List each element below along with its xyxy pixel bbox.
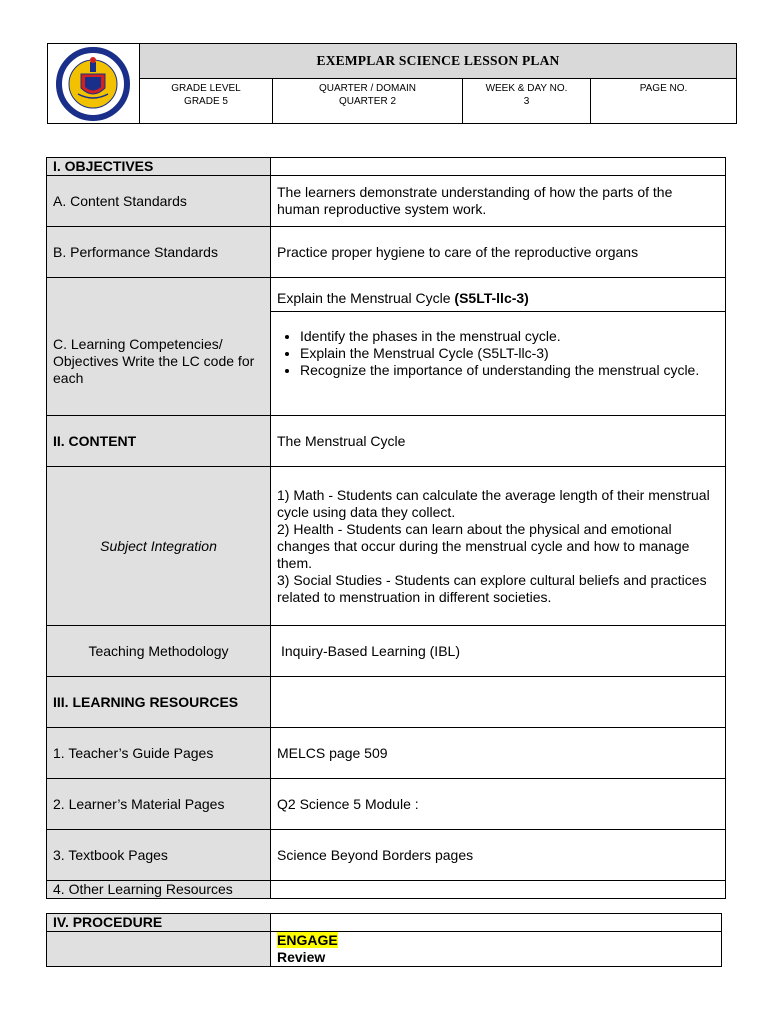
grade-level-value: GRADE 5 (184, 96, 228, 107)
content-standards-text: The learners demonstrate understanding of how the parts of the human reproductive system work. (271, 176, 726, 227)
content-heading-row (47, 416, 726, 467)
week-day-cell (463, 79, 591, 123)
week-day-label: WEEK & DAY NO. (485, 83, 568, 94)
grade-level-cell (140, 79, 273, 123)
other-resources-label: 4. Other Learning Resources (47, 881, 271, 899)
engage-row (47, 932, 722, 967)
procedure-heading-row (47, 914, 722, 932)
integration-social-studies: 3) Social Studies - Students can explore cultural beliefs and practices related to menstruation in different societies. (277, 571, 707, 605)
deped-seal-icon (48, 44, 139, 123)
textbook-label: 3. Textbook Pages (47, 830, 271, 881)
competencies-label: C. Learning Competencies/ Objectives Write the LC code for each (47, 278, 271, 416)
performance-standards-row (47, 227, 726, 278)
teachers-guide-value: MELCS page 509 (271, 728, 726, 779)
methodology-row (47, 626, 726, 677)
quarter-value: QUARTER 2 (338, 96, 397, 107)
competencies-code: (S5LT-llc-3) (454, 290, 529, 306)
performance-standards-text: Practice proper hygiene to care of the reproductive organs (271, 227, 726, 278)
subject-integration-text (271, 467, 726, 626)
learners-material-row (47, 779, 726, 830)
document-title: EXEMPLAR SCIENCE LESSON PLAN (140, 44, 736, 79)
week-day-value: 3 (523, 96, 530, 107)
learners-material-value: Q2 Science 5 Module : (271, 779, 726, 830)
competencies-row (47, 278, 726, 312)
content-standards-row (47, 176, 726, 227)
textbook-row (47, 830, 726, 881)
list-item: • Explain the Menstrual Cycle (S5LT-llc-3) (300, 345, 719, 362)
teachers-guide-row (47, 728, 726, 779)
list-item: • Recognize the importance of understanding the menstrual cycle. (300, 362, 719, 379)
procedure-table (46, 913, 722, 967)
lesson-plan-header (47, 43, 737, 124)
methodology-label: Teaching Methodology (47, 626, 271, 677)
competencies-main-text: Explain the Menstrual Cycle (277, 290, 455, 306)
content-heading: II. CONTENT (47, 416, 271, 467)
quarter-label: QUARTER / DOMAIN (318, 83, 417, 94)
procedure-heading: IV. PROCEDURE (47, 914, 271, 932)
resources-heading: III. LEARNING RESOURCES (47, 677, 271, 728)
engage-cell (271, 932, 722, 967)
engage-label-blank (47, 932, 271, 967)
grade-level-label: GRADE LEVEL (171, 83, 241, 94)
resources-heading-blank (271, 677, 726, 728)
competencies-list (277, 328, 719, 379)
integration-health: 2) Health - Students can learn about the physical and emotional changes that occur during the menstrual cycle and how to manage them. (277, 520, 690, 571)
content-topic: The Menstrual Cycle (271, 416, 726, 467)
objectives-heading: I. OBJECTIVES (47, 158, 271, 176)
competencies-main (271, 278, 726, 312)
review-label: Review (277, 949, 326, 965)
objectives-heading-blank (271, 158, 726, 176)
page-no-cell (591, 79, 736, 123)
subject-integration-label: Subject Integration (47, 467, 271, 626)
deped-seal (48, 44, 140, 123)
procedure-heading-blank (271, 914, 722, 932)
resources-heading-row (47, 677, 726, 728)
quarter-cell (273, 79, 463, 123)
teachers-guide-label: 1. Teacher’s Guide Pages (47, 728, 271, 779)
subject-integration-row (47, 467, 726, 626)
content-standards-label: A. Content Standards (47, 176, 271, 227)
list-item: • Identify the phases in the menstrual cycle. (300, 328, 719, 345)
integration-math: 1) Math - Students can calculate the average length of their menstrual cycle using data they collect. (277, 486, 710, 520)
other-resources-value (271, 881, 726, 899)
other-resources-row (47, 881, 726, 899)
page-no-label: PAGE NO. (639, 83, 688, 94)
learners-material-label: 2. Learner’s Material Pages (47, 779, 271, 830)
objectives-content-resources-table (46, 157, 726, 899)
methodology-value: Inquiry-Based Learning (IBL) (271, 626, 726, 677)
performance-standards-label: B. Performance Standards (47, 227, 271, 278)
competencies-bullets-cell (271, 312, 726, 416)
engage-highlight: ENGAGE (277, 932, 338, 948)
objectives-heading-row (47, 158, 726, 176)
textbook-value: Science Beyond Borders pages (271, 830, 726, 881)
